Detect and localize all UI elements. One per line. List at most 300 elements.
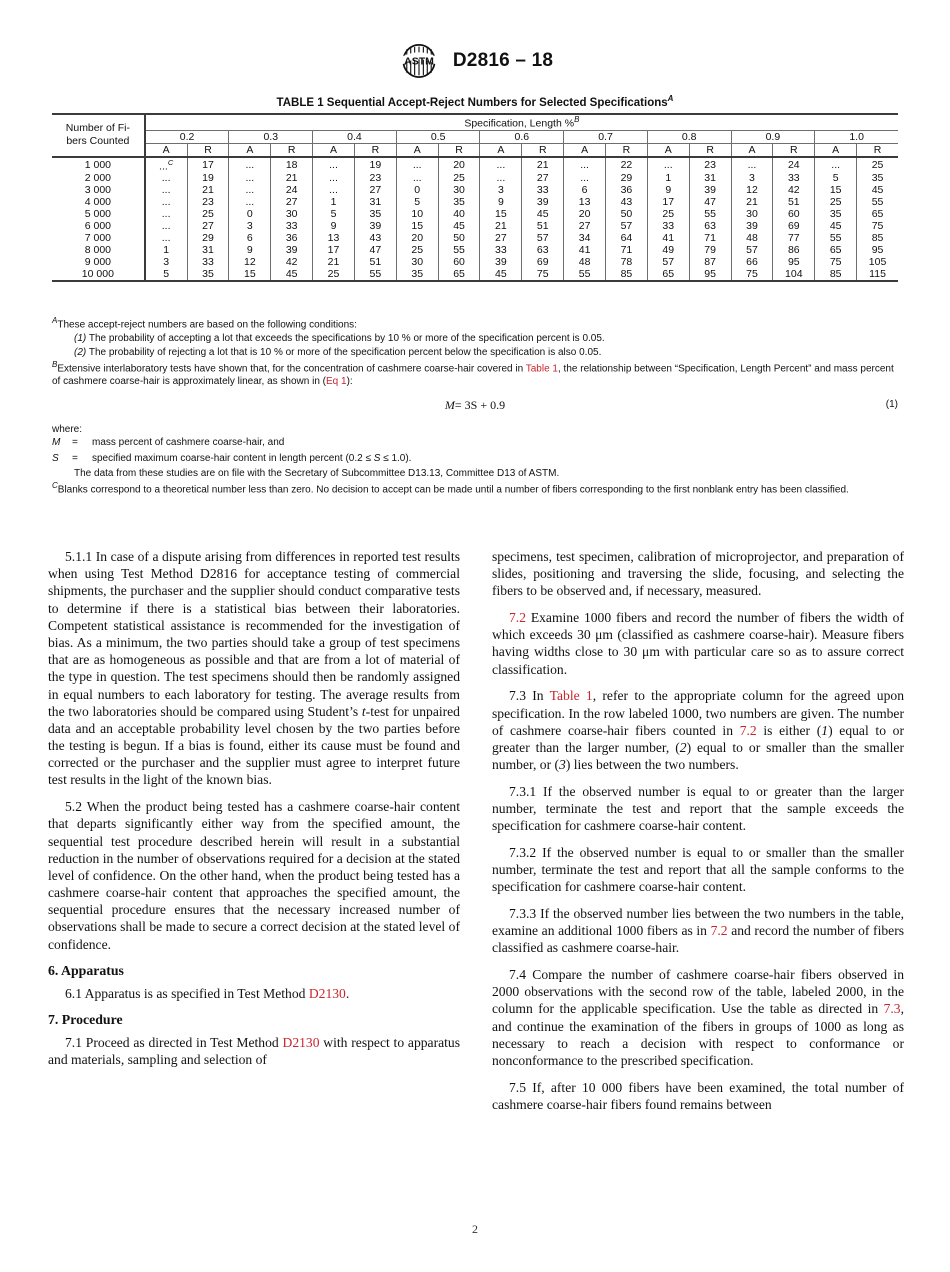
- span-header-footnote-mark: B: [574, 115, 580, 124]
- table-cell: 6: [229, 232, 271, 244]
- where-definitions: [52, 436, 411, 467]
- table-cell: 43: [354, 232, 396, 244]
- table-cell: 45: [815, 220, 857, 232]
- table-cell: 29: [187, 232, 229, 244]
- paragraph-5-2: 5.2 When the product being tested has a cashmere coarse-hair content that departs significantly either way from the specified amount, the sequential test procedure described herein will result in a substantial reduction in the number of observations required for a decision at the stated level of confidence. On the other hand, when the product being tested has a cashmere coarse-hair content that approaches the specified amount, the sequential procedure ensures that the necessary increased number of observations shall be made to secure a correct decision at the stated level of confidence.: [48, 799, 460, 952]
- paragraph-7-3-1: 7.3.1 If the observed number is equal to or greater than the larger number, terminate the test and report that the sample exceeds the specification for cashmere coarse-hair content.: [492, 783, 904, 834]
- paragraph-7-3: 7.3 In Table 1, refer to the appropriate column for the agreed upon specification. In the row labeled 1000, two numbers are given. The number of cashmere coarse-hair fibers counted in 7.2 is either (1) equal to or greater than the larger number, (2) equal to or smaller than the smaller number, or (3) lies between the two numbers.: [492, 688, 904, 773]
- table-subheader-0-3-a: A: [229, 143, 271, 157]
- table-cell: ...: [229, 196, 271, 208]
- table-cell: ...: [145, 184, 187, 196]
- table-cell: 36: [606, 184, 648, 196]
- table-row: [52, 196, 898, 208]
- table-cell: 5: [145, 268, 187, 281]
- table-cell: 50: [606, 208, 648, 220]
- table-cell: ...: [313, 184, 355, 196]
- table-cell: 55: [815, 232, 857, 244]
- table-cell: 115: [857, 268, 898, 281]
- table-row: [52, 172, 898, 184]
- table-cell: ...: [145, 220, 187, 232]
- table-cell: 33: [647, 220, 689, 232]
- table-cell: 21: [480, 220, 522, 232]
- table-span-header: [145, 114, 898, 130]
- footnote-b-text-part-3: ):: [346, 376, 353, 388]
- heading-7-procedure: 7. Procedure: [48, 1012, 123, 1028]
- paragraph-7-1-cont: specimens, test specimen, calibration of microprojector, and preparation of slides, positioning and traversing the slide, focusing, and selecting the fibers to be observed and, if necessary, measured.: [492, 549, 904, 599]
- table-cell: 25: [438, 172, 480, 184]
- link-7-2[interactable]: 7.2: [739, 722, 757, 738]
- table-cell: 18: [271, 157, 313, 173]
- table-cell: 57: [731, 244, 773, 256]
- table-body: [52, 157, 898, 282]
- footnote-c: [52, 481, 898, 497]
- footnote-a-item-2: [52, 346, 898, 359]
- footnote-a-text: These accept-reject numbers are based on the following conditions:: [57, 319, 357, 331]
- left-column: [48, 548, 460, 1122]
- table-cell: 24: [271, 184, 313, 196]
- table-cell: ...: [145, 196, 187, 208]
- table-cell: 65: [647, 268, 689, 281]
- table-row-label: 2 000: [84, 172, 111, 184]
- table-cell: 95: [857, 244, 898, 256]
- body-columns: [48, 548, 904, 1122]
- table-row: [52, 184, 898, 196]
- table-caption-footnote-mark: A: [667, 94, 674, 103]
- table-cell: 69: [773, 220, 815, 232]
- table-cell: 47: [354, 244, 396, 256]
- table-cell: ...: [229, 184, 271, 196]
- table-cell: 75: [857, 220, 898, 232]
- table-cell: 69: [522, 256, 564, 268]
- table-cell: 30: [396, 256, 438, 268]
- table-subheader-1-0-a: A: [815, 143, 857, 157]
- table-cell: 48: [564, 256, 606, 268]
- link-d2130[interactable]: D2130: [282, 1034, 320, 1050]
- heading-6-apparatus: 6. Apparatus: [48, 963, 124, 979]
- table-cell: ...: [564, 157, 606, 173]
- table-cell: 42: [773, 184, 815, 196]
- table-cell: 75: [815, 256, 857, 268]
- table-row: [52, 232, 898, 244]
- table-subheader-0-2-r: R: [187, 143, 229, 157]
- table-cell: ...: [229, 157, 271, 173]
- table-cell: 9: [229, 244, 271, 256]
- table-cell: 27: [522, 172, 564, 184]
- table-cell: 41: [564, 244, 606, 256]
- table-cell: 95: [773, 256, 815, 268]
- table-cell: 51: [354, 256, 396, 268]
- link-table-1[interactable]: Table 1: [525, 363, 558, 375]
- footnote-a-mark: A: [52, 316, 58, 325]
- table-stub-header: [52, 114, 145, 157]
- table-cell: 86: [773, 244, 815, 256]
- link-table-1[interactable]: Table 1: [549, 688, 593, 704]
- where-symbol: M: [52, 437, 61, 449]
- where-definition: mass percent of cashmere coarse-hair, and: [92, 437, 285, 449]
- table-cell: 20: [438, 157, 480, 173]
- table-1: [52, 113, 898, 282]
- table-cell: 33: [271, 220, 313, 232]
- table-head: [52, 114, 898, 157]
- table-cell: 33: [480, 244, 522, 256]
- table-row: [52, 208, 898, 220]
- table-head-row-spec: [52, 130, 898, 143]
- table-cell: 36: [271, 232, 313, 244]
- table-cell: ...: [480, 172, 522, 184]
- document-title: D2816 – 18: [452, 50, 554, 71]
- table-cell: 45: [522, 208, 564, 220]
- table-row-label: 7 000: [84, 232, 111, 244]
- footnote-b-text-part-2: , the relationship between “Specification, Length Percent” and mass percent of cashmere coarse-hair is approximately linear, as shown in (: [52, 363, 894, 388]
- where-symbol: S: [52, 452, 59, 464]
- equation-lhs: M: [444, 397, 455, 412]
- table-cell: 57: [606, 220, 648, 232]
- table-cell: 34: [564, 232, 606, 244]
- table-cell: 71: [606, 244, 648, 256]
- table-cell: 50: [438, 232, 480, 244]
- table-cell: 33: [773, 172, 815, 184]
- table-cell: 85: [857, 232, 898, 244]
- table-cell: ...: [396, 157, 438, 173]
- table-cell: 9: [480, 196, 522, 208]
- table-spec-header-0-3: 0.3: [229, 130, 313, 143]
- table-row-label: 1 000: [52, 157, 145, 173]
- table-cell: 31: [689, 172, 731, 184]
- table-cell: 65: [815, 244, 857, 256]
- table-cell: 6: [564, 184, 606, 196]
- table-cell: 65: [857, 208, 898, 220]
- table-row-label: 8 000: [84, 244, 111, 256]
- table-subheader-0-5-r: R: [438, 143, 480, 157]
- table-cell: 49: [647, 244, 689, 256]
- table-cell: ...: [647, 157, 689, 173]
- table-cell: 10: [396, 208, 438, 220]
- table-cell: 39: [271, 244, 313, 256]
- table-cell: 65: [438, 268, 480, 281]
- table-cell: 35: [815, 208, 857, 220]
- table-cell-footnote-mark: C: [167, 157, 174, 167]
- table-cell: 63: [689, 220, 731, 232]
- table-cell: 30: [271, 208, 313, 220]
- table-cell: 0: [229, 208, 271, 220]
- footnote-b-mark: B: [52, 359, 58, 369]
- table-cell: 45: [857, 184, 898, 196]
- document-header: [0, 44, 950, 78]
- table-cell: 43: [606, 196, 648, 208]
- table-cell: 17: [647, 196, 689, 208]
- table-row-label: 4 000: [84, 196, 111, 208]
- table-cell: 55: [564, 268, 606, 281]
- table-cell: 25: [313, 268, 355, 281]
- table-cell: 51: [522, 220, 564, 232]
- table-cell: ...$^C$: [145, 157, 187, 173]
- table-cell: 55: [857, 196, 898, 208]
- table-cell: 66: [731, 256, 773, 268]
- table-cell: 5: [313, 208, 355, 220]
- table-cell: 12: [731, 184, 773, 196]
- table-subheader-0-8-a: A: [647, 143, 689, 157]
- footnote-a-item-1: [52, 332, 898, 345]
- table-cell: 63: [522, 244, 564, 256]
- table-cell: 57: [647, 256, 689, 268]
- where-row: [52, 436, 411, 451]
- table-cell: 35: [396, 268, 438, 281]
- table-cell: 64: [606, 232, 648, 244]
- footnote-c-text: Blanks correspond to a theoretical number less than zero. No decision to accept can be made until a number of fibers corresponding to the first nonblank entry has been classified.: [57, 484, 849, 496]
- table-cell: 23: [354, 172, 396, 184]
- table-cell: 57: [522, 232, 564, 244]
- table-cell: 77: [773, 232, 815, 244]
- table-cell: 13: [564, 196, 606, 208]
- table-subheader-1-0-r: R: [857, 143, 898, 157]
- paragraph-5-1-1: 5.1.1 In case of a dispute arising from differences in reported test results when using Test Method D2816 for acceptance testing of commercial shipments, the purchaser and the supplier should conduct comparative tests to determine if there is a statistical bias between their laboratories. Competent statistical assistance is recommended for the investigation of bias. As a minimum, the two parties should take a group of test specimens that are as homogeneous as possible and that are from a lot of material of the type in question. The test specimens should then be randomly assigned in equal numbers to each laboratory for testing. The average results from the two laboratories should be compared using Student’s t-test for unpaired data and an acceptable probability level chosen by the two parties before the testing is begun. If a bias is found, either its cause must be found and corrected or the purchaser and the supplier must agree to interpret future test results in the light of the known bias.: [48, 549, 460, 788]
- paragraph-7-4: 7.4 Compare the number of cashmere coarse-hair fibers observed in 2000 observations with the second row of the table, labeled 2000, in the column for the applicable specification. Use the table as directed in 7.3, and continue the examination of the fibers in groups of 1000 as long as necessary to reach a decision with respect to conformance or nonconformance to the prescribed specification.: [492, 966, 904, 1068]
- footnote-a-item-1-text: The probability of accepting a lot that exceeds the specifications by 10 % or more of the specification percent is 0.05.: [88, 333, 605, 345]
- table-cell: 39: [689, 184, 731, 196]
- where-equals: =: [72, 452, 78, 464]
- footnote-data-on-file: The data from these studies are on file with the Secretary of Subcommittee D13.13, Committee D13 of ASTM.: [74, 467, 560, 479]
- table-cell: 55: [354, 268, 396, 281]
- table-cell: 0: [396, 184, 438, 196]
- equation-number: (1): [885, 398, 898, 410]
- table-cell: 41: [647, 232, 689, 244]
- paragraph-7-3-3: 7.3.3 If the observed number lies between the two numbers in the table, examine an additional 1000 fibers as in 7.2 and record the number of fibers classified as cashmere coarse-hair.: [492, 905, 905, 956]
- table-row-label: 9 000: [84, 256, 111, 268]
- table-cell: 19: [354, 157, 396, 173]
- table-cell: 75: [522, 268, 564, 281]
- table-cell: 71: [689, 232, 731, 244]
- table-row-label: 6 000: [84, 220, 111, 232]
- footnote-b-text-part-1: Extensive interlaboratory tests have shown that, for the concentration of cashmere coarse-hair covered in: [57, 363, 526, 375]
- table-caption-text: TABLE 1 Sequential Accept-Reject Numbers for Selected Specifications: [276, 96, 668, 109]
- link-d2130[interactable]: D2130: [308, 985, 346, 1001]
- table-cell: ...: [815, 157, 857, 173]
- table-cell: 31: [354, 196, 396, 208]
- table-cell: 3: [229, 220, 271, 232]
- page-number: 2: [472, 1222, 478, 1236]
- span-header-text: Specification, Length %: [464, 117, 575, 130]
- table-cell: 48: [731, 232, 773, 244]
- table-cell: ...: [145, 208, 187, 220]
- table-cell: 15: [480, 208, 522, 220]
- table-cell: 35: [857, 172, 898, 184]
- where-label: where:: [52, 423, 83, 435]
- table-footnotes: [52, 316, 898, 497]
- table-cell: 85: [606, 268, 648, 281]
- paragraph-7-2: 7.2 Examine 1000 fibers and record the number of fibers the width of which exceeds 30 μm (classified as cashmere coarse-hair). Measure fibers having widths close to 30 μm with particular care so as to assure correct classification.: [492, 610, 904, 677]
- link-7-2[interactable]: 7.2: [509, 610, 526, 626]
- table-cell: 47: [689, 196, 731, 208]
- table-cell: 15: [396, 220, 438, 232]
- where-equals: =: [72, 437, 78, 449]
- footnote-a-item-2-text: The probability of rejecting a lot that is 10 % or more of the specification percent below the specification is also 0.05.: [88, 346, 602, 358]
- table-row: [52, 244, 898, 256]
- footnote-a-item-1-number: (1): [74, 333, 87, 345]
- table-cell: ...: [480, 157, 522, 173]
- astm-logo: [397, 44, 441, 78]
- table-cell: 87: [689, 256, 731, 268]
- table-cell: 5: [396, 196, 438, 208]
- footnote-a-item-2-number: (2): [74, 346, 87, 358]
- table-cell: ...: [145, 172, 187, 184]
- table-cell: 33: [187, 256, 229, 268]
- table-cell: 20: [564, 208, 606, 220]
- table-cell: 25: [647, 208, 689, 220]
- table-subheader-0-6-a: A: [480, 143, 522, 157]
- link-7-2[interactable]: 7.2: [710, 923, 728, 939]
- where-definition: specified maximum coarse-hair content in length percent (0.2 ≤ S ≤ 1.0).: [92, 452, 412, 464]
- table-cell: 35: [354, 208, 396, 220]
- table-cell: 29: [606, 172, 648, 184]
- table-cell: 25: [187, 208, 229, 220]
- table-cell: 3: [480, 184, 522, 196]
- table-cell: 5: [815, 172, 857, 184]
- table-cell: 27: [187, 220, 229, 232]
- table-cell: 9: [313, 220, 355, 232]
- table-subheader-0-6-r: R: [522, 143, 564, 157]
- table-spec-header-0-5: 0.5: [396, 130, 480, 143]
- table-subheader-0-9-a: A: [731, 143, 773, 157]
- table-cell: 3: [731, 172, 773, 184]
- table-cell: 85: [815, 268, 857, 281]
- table-cell: 79: [689, 244, 731, 256]
- table-cell: 3: [145, 256, 187, 268]
- table-cell: 33: [522, 184, 564, 196]
- table-cell: 60: [773, 208, 815, 220]
- footnote-c-mark: C: [52, 480, 58, 490]
- table-cell: 21: [271, 172, 313, 184]
- equation-1: [52, 398, 898, 414]
- table-cell: ...: [313, 157, 355, 173]
- table-cell: 22: [606, 157, 648, 173]
- stub-header-line-2: bers Counted: [66, 135, 130, 148]
- link-eq-1[interactable]: Eq 1: [326, 376, 347, 388]
- table-row: [52, 268, 898, 281]
- table-cell: 55: [438, 244, 480, 256]
- table-row-label: 3 000: [84, 184, 111, 196]
- table-cell: 27: [271, 196, 313, 208]
- equation-rhs: = 3S + 0.9: [454, 397, 506, 412]
- table-cell: 51: [773, 196, 815, 208]
- table-cell: 45: [480, 268, 522, 281]
- table-cell: 15: [229, 268, 271, 281]
- table-head-row-span: [52, 114, 898, 130]
- table-spec-header-0-6: 0.6: [480, 130, 564, 143]
- table-caption: [0, 94, 950, 109]
- link-7-3[interactable]: 7.3: [883, 1001, 901, 1017]
- table-cell: 55: [689, 208, 731, 220]
- svg-text:ASTM: ASTM: [404, 56, 434, 68]
- table-cell: 12: [229, 256, 271, 268]
- table-cell: 30: [731, 208, 773, 220]
- table-cell: 40: [438, 208, 480, 220]
- table-spec-header-0-4: 0.4: [313, 130, 397, 143]
- table-cell: 25: [396, 244, 438, 256]
- table-cell: 21: [731, 196, 773, 208]
- table-spec-header-0-7: 0.7: [564, 130, 648, 143]
- table-cell: 39: [480, 256, 522, 268]
- footnote-a: [52, 316, 898, 332]
- table-subheader-0-7-a: A: [564, 143, 606, 157]
- table-cell: 39: [731, 220, 773, 232]
- table-row: [52, 157, 898, 173]
- table-cell: 13: [313, 232, 355, 244]
- table-cell: 42: [271, 256, 313, 268]
- table-spec-header-0-2: 0.2: [145, 130, 229, 143]
- table-cell: ...: [396, 172, 438, 184]
- table-cell: ...: [731, 157, 773, 173]
- table-cell: 21: [187, 184, 229, 196]
- table-cell: 45: [271, 268, 313, 281]
- right-column: [492, 548, 904, 1122]
- table-cell: 104: [773, 268, 815, 281]
- table-cell: 9: [647, 184, 689, 196]
- table-cell: 95: [689, 268, 731, 281]
- table-cell: 25: [857, 157, 898, 173]
- table-head-row-ar: [52, 143, 898, 157]
- table-cell: ...: [313, 172, 355, 184]
- table-cell: 39: [354, 220, 396, 232]
- table-cell: 23: [187, 196, 229, 208]
- table-cell: 75: [731, 268, 773, 281]
- footnote-b: [52, 360, 898, 389]
- table-cell: 105: [857, 256, 898, 268]
- table-cell: 31: [187, 244, 229, 256]
- table-cell: 35: [187, 268, 229, 281]
- stub-header-line-1: Number of Fi-: [65, 122, 130, 135]
- table-cell: 27: [354, 184, 396, 196]
- table-cell: 78: [606, 256, 648, 268]
- table-cell: 17: [187, 157, 229, 173]
- table-cell: ...: [229, 172, 271, 184]
- paragraph-6-1: 6.1 Apparatus is as specified in Test Method D2130.: [65, 985, 350, 1001]
- table-cell: 39: [522, 196, 564, 208]
- table-cell: 27: [564, 220, 606, 232]
- table-subheader-0-2-a: A: [145, 143, 187, 157]
- table-cell: 1: [313, 196, 355, 208]
- table-cell: 17: [313, 244, 355, 256]
- table-spec-header-0-8: 0.8: [647, 130, 731, 143]
- table-cell: 1: [145, 244, 187, 256]
- table-cell: ...: [145, 232, 187, 244]
- table-cell: 27: [480, 232, 522, 244]
- table-cell: 25: [815, 196, 857, 208]
- paragraph-7-1: 7.1 Proceed as directed in Test Method D2130 with respect to apparatus and materials, sampling and selection of: [48, 1034, 461, 1068]
- table-cell: ...: [564, 172, 606, 184]
- table-cell: 24: [773, 157, 815, 173]
- table-row: [52, 220, 898, 232]
- paragraph-7-5: 7.5 If, after 10 000 fibers have been examined, the total number of cashmere coarse-hair fibers found remains between: [492, 1079, 904, 1112]
- table-subheader-0-5-a: A: [396, 143, 438, 157]
- table-cell: 30: [438, 184, 480, 196]
- table-cell: 45: [438, 220, 480, 232]
- table-cell: 19: [187, 172, 229, 184]
- table-cell: 21: [313, 256, 355, 268]
- table-subheader-0-8-r: R: [689, 143, 731, 157]
- table-cell: 20: [396, 232, 438, 244]
- where-row: [52, 452, 411, 467]
- table-subheader-0-7-r: R: [606, 143, 648, 157]
- table-row-label: 5 000: [84, 208, 111, 220]
- table-subheader-0-4-r: R: [354, 143, 396, 157]
- table-cell: 15: [815, 184, 857, 196]
- paragraph-7-3-2: 7.3.2 If the observed number is equal to or smaller than the smaller number, terminate the test and report that all the sample conforms to the specification for cashmere coarse-hair content.: [492, 844, 904, 895]
- table-spec-header-0-9: 0.9: [731, 130, 815, 143]
- table-row: [52, 256, 898, 268]
- table-cell: 23: [689, 157, 731, 173]
- table-spec-header-1-0: 1.0: [815, 130, 898, 143]
- table-cell: 1: [647, 172, 689, 184]
